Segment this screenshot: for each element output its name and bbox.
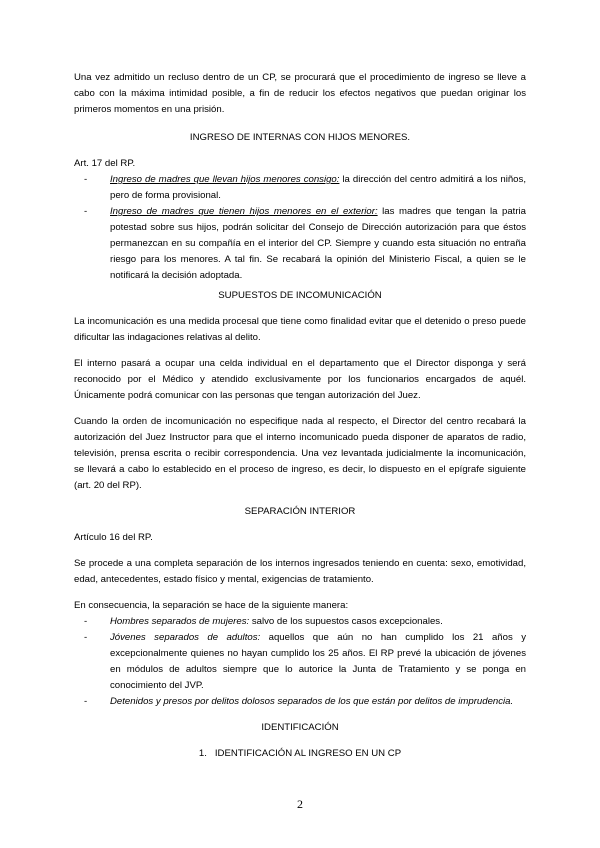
dash-bullet: - — [84, 632, 88, 643]
list-ingreso-madres — [74, 172, 526, 284]
article-reference-16: Artículo 16 del RP. — [74, 532, 153, 543]
list-item-lead: Ingreso de madres que llevan hijos menores consigo: — [110, 174, 340, 185]
incomunicacion-paragraph-1: La incomunicación es una medida procesal que tiene como finalidad evitar que el detenido o preso puede dificultar las indagaciones relativas al delito. — [74, 316, 526, 343]
incomunicacion-paragraph-2: El interno pasará a ocupar una celda individual en el departamento que el Director disponga y será reconocido por el Médico y atendido exclusivamente por los funcionarios encargados de aquél. Únicamente podrá comunicar con las personas que tengan autorización del Juez. — [74, 358, 526, 401]
list-item — [74, 694, 526, 710]
subsection-number: 1. — [198, 748, 207, 759]
list-item-text: salvo de los supuestos casos excepcionales. — [249, 616, 443, 627]
list-item-lead: Jóvenes separados de adultos: — [110, 632, 261, 643]
list-item-lead: Ingreso de madres que tienen hijos menores en el exterior: — [110, 206, 378, 217]
list-item-lead: Detenidos y presos por delitos dolosos separados de los que están por delitos de imprudencia. — [110, 696, 514, 707]
list-item-text: la dirección del centro admitirá a los niños, pero de forma provisional. — [110, 174, 526, 201]
dash-bullet: - — [84, 174, 88, 185]
list-item — [74, 630, 526, 694]
separacion-paragraph-1: Se procede a una completa separación de los internos ingresados teniendo en cuenta: sexo, emotividad, edad, antecedentes, estado físico y mental, exigencias de tratamiento. — [74, 558, 526, 585]
separacion-paragraph-2: En consecuencia, la separación se hace de la siguiente manera: — [74, 600, 349, 611]
article-reference-17: Art. 17 del RP. — [74, 158, 136, 169]
list-separacion — [74, 614, 526, 710]
section-heading-identificacion: IDENTIFICACIÓN — [261, 722, 339, 733]
subsection-title: IDENTIFICACIÓN AL INGRESO EN UN CP — [214, 748, 402, 759]
section-heading-separacion: SEPARACIÓN INTERIOR — [244, 506, 356, 517]
page-number: 2 — [297, 797, 303, 811]
incomunicacion-paragraph-3: Cuando la orden de incomunicación no especifique nada al respecto, el Director del centro recabará la autorización del Juez Instructor para que el interno incomunicado pueda disponer de aparatos de radio, televisión, prensa escrita o recibir correspondencia. Una vez levantada judicialmente la incomunicación, se llevará a cabo lo establecido en el proceso de ingreso, es decir, lo dispuesto en el epígrafe siguiente (art. 20 del RP). — [74, 416, 526, 491]
list-item — [74, 204, 526, 284]
list-item-text: aquellos que aún no han cumplido los 21 años y excepcionalmente quienes no hayan cumplido los 25 años. El RP prevé la ubicación de jóvenes en módulos de adultos siempre que lo autorice la Junta de Tratamiento y se ponga en conocimiento del JVP. — [110, 632, 526, 691]
document-page — [74, 70, 526, 762]
subsection-heading-identificacion-ingreso — [74, 746, 526, 762]
dash-bullet: - — [84, 696, 88, 707]
section-heading-ingreso-internas: INGRESO DE INTERNAS CON HIJOS MENORES. — [189, 132, 411, 143]
list-item — [74, 614, 526, 630]
intro-paragraph: Una vez admitido un recluso dentro de un CP, se procurará que el procedimiento de ingreso se lleve a cabo con la máxima intimidad posible, a fin de reducir los efectos negativos que puedan originar los primeros momentos en una prisión. — [74, 72, 526, 115]
list-item-lead: Hombres separados de mujeres: — [110, 616, 250, 627]
dash-bullet: - — [84, 616, 88, 627]
list-item-text: las madres que tengan la patria potestad sobre sus hijos, podrán solicitar del Consejo de Dirección autorización para que éstos permanezcan en su compañía en el interior del CP. Siempre y cuando esta situación no entraña riesgo para los menores. A tal fin. Se recabará la opinión del Ministerio Fiscal, a quien se le notificará la decisión adoptada. — [110, 206, 526, 281]
dash-bullet: - — [84, 206, 88, 217]
list-item — [74, 172, 526, 204]
section-heading-incomunicacion: SUPUESTOS DE INCOMUNICACIÓN — [218, 290, 382, 301]
